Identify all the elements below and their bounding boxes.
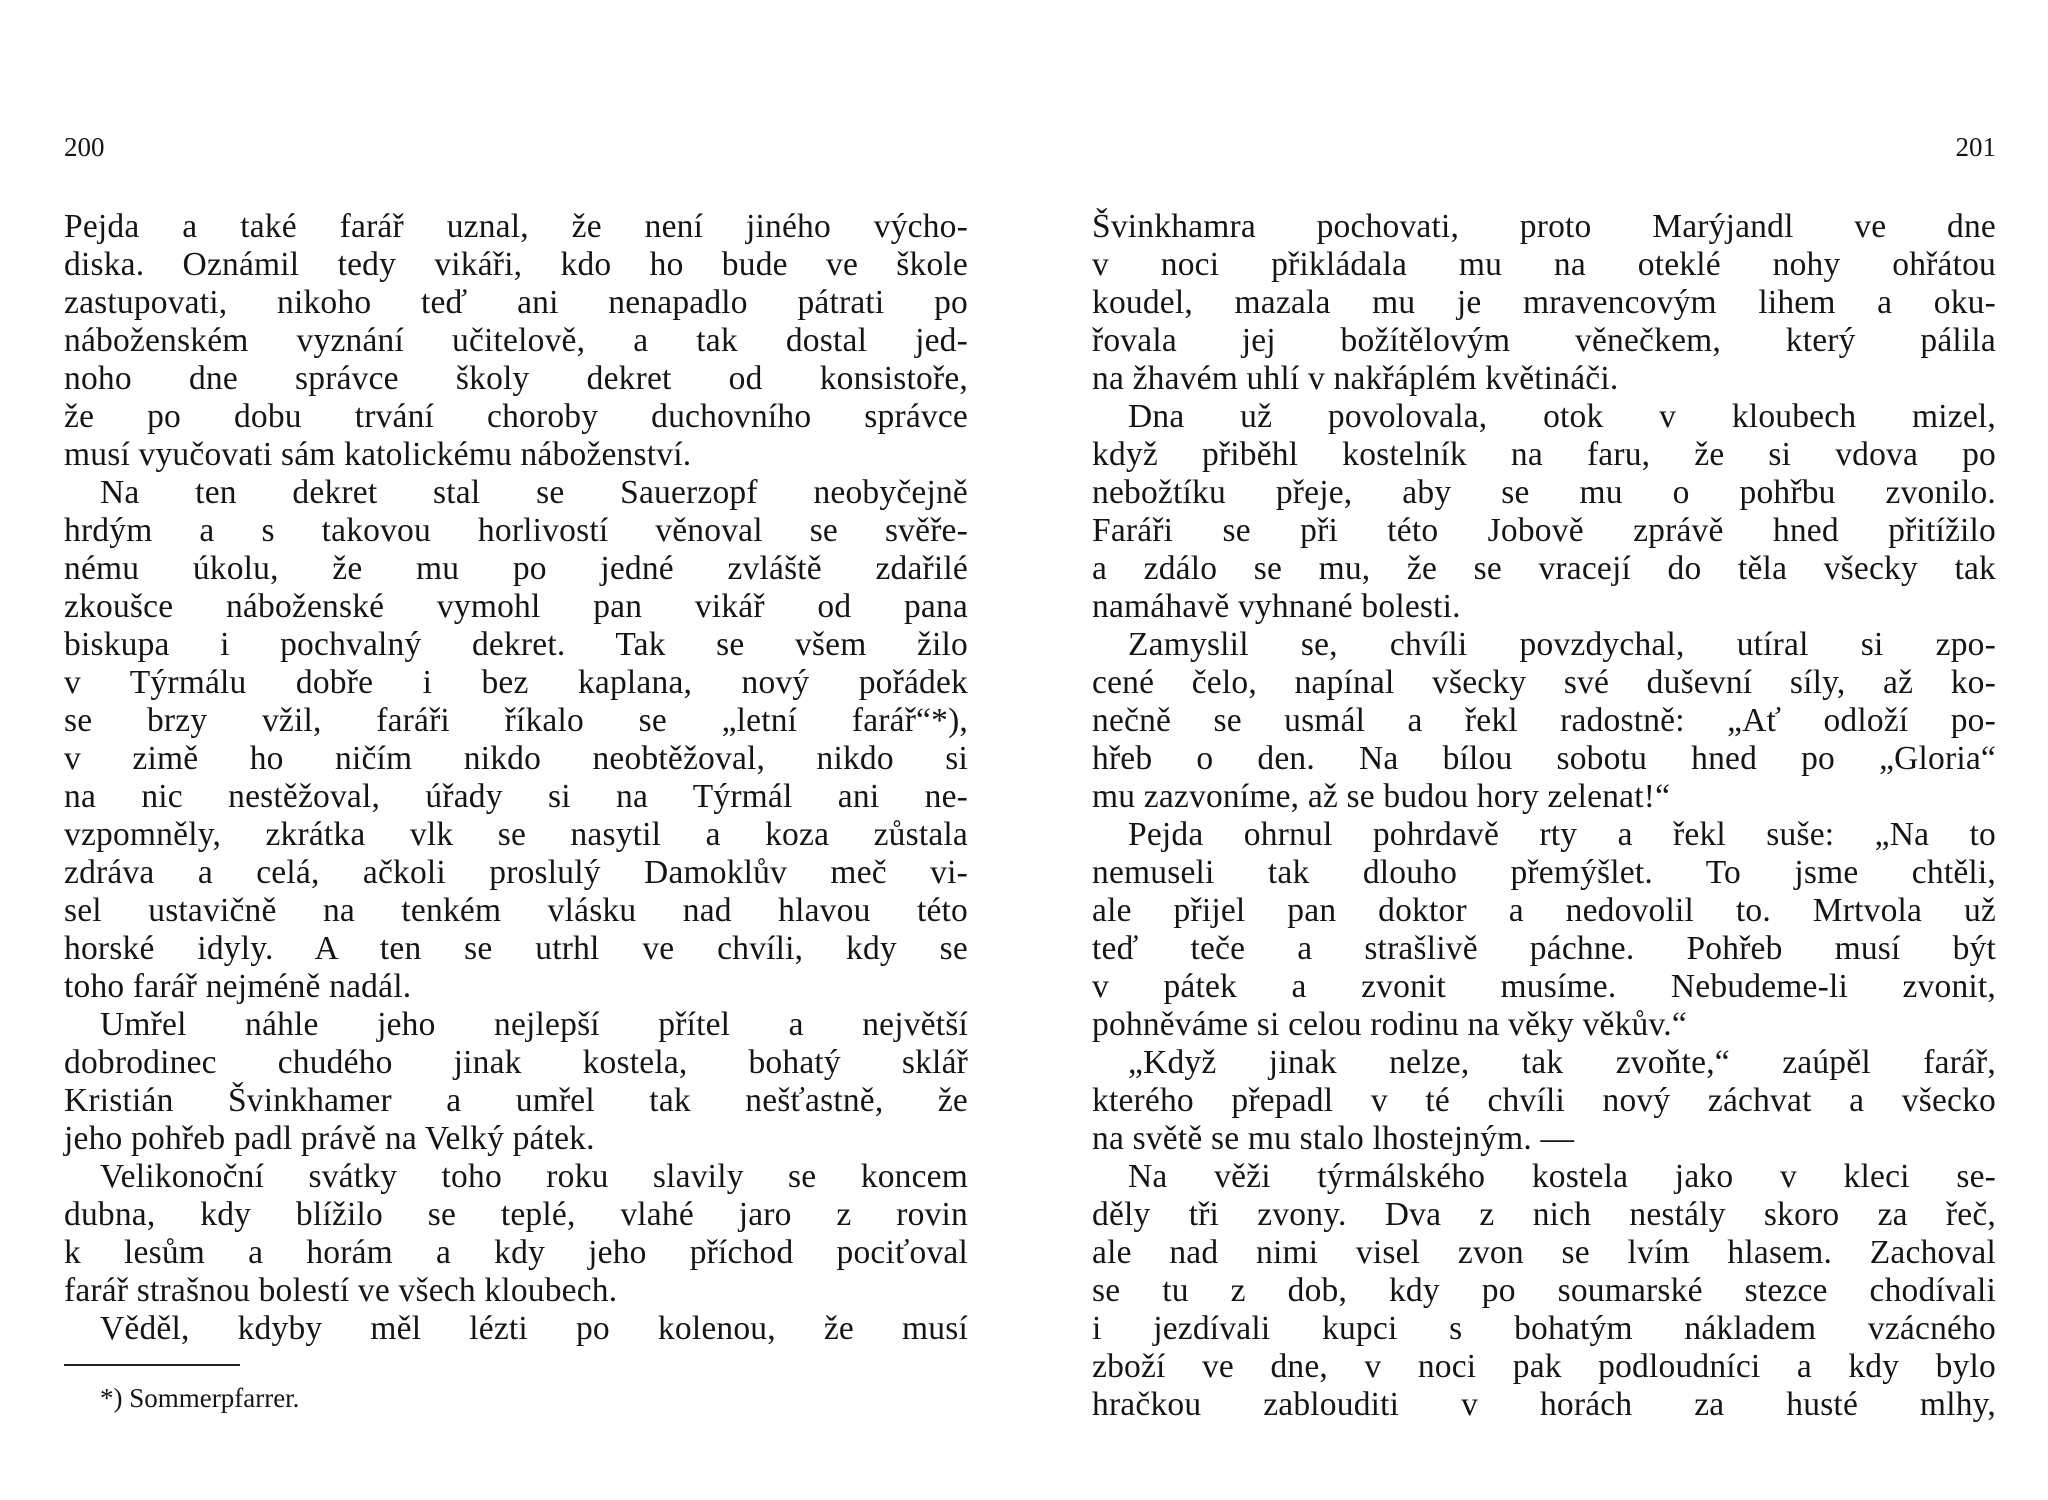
footnote-rule xyxy=(64,1364,240,1366)
text-line: zastupovati, nikoho teď ani nenapadlo pátrati po xyxy=(64,284,968,321)
text-line: i jezdívali kupci s bohatým nákladem vzácného xyxy=(1092,1310,1996,1347)
text-line: mu zazvoníme, až se budou hory zelenat!“ xyxy=(1092,778,1671,815)
text-line: řovala jej božítělovým věnečkem, který pálila xyxy=(1092,322,1996,359)
text-line: biskupa i pochvalný dekret. Tak se všem žilo xyxy=(64,626,968,663)
text-line: cené čelo, napínal všecky své duševní síly, až ko- xyxy=(1092,664,1996,701)
text-line: kterého přepadl v té chvíli nový záchvat a všecko xyxy=(1092,1082,1996,1119)
text-line: hračkou zablouditi v horách za husté mlhy, xyxy=(1092,1386,1996,1423)
text-line: vzpomněly, zkrátka vlk se nasytil a koza zůstala xyxy=(64,816,968,853)
text-line: na nic nestěžoval, úřady si na Týrmál ani ne- xyxy=(64,778,968,815)
footnote: *) Sommerpfarrer. xyxy=(100,1383,300,1413)
text-line: že po dobu trvání choroby duchovního správce xyxy=(64,398,968,435)
text-line: v noci přikládala mu na oteklé nohy ohřátou xyxy=(1092,246,1996,283)
text-line: noho dne správce školy dekret od konsistoře, xyxy=(64,360,968,397)
text-line: Velikonoční svátky toho roku slavily se koncem xyxy=(100,1158,968,1195)
text-line: dubna, kdy blížilo se teplé, vlahé jaro z rovin xyxy=(64,1196,968,1233)
left-page-text xyxy=(64,208,968,1348)
text-line: v zimě ho ničím nikdo neobtěžoval, nikdo si xyxy=(64,740,968,777)
text-line: Švinkhamra pochovati, proto Marýjandl ve dne xyxy=(1092,208,1996,245)
text-line: děly tři zvony. Dva z nich nestály skoro za řeč, xyxy=(1092,1196,1996,1233)
text-line: Věděl, kdyby měl lézti po kolenou, že musí xyxy=(100,1310,968,1347)
text-line: v Týrmálu dobře i bez kaplana, nový pořádek xyxy=(64,664,968,701)
text-line: Kristián Švinkhamer a umřel tak nešťastně, že xyxy=(64,1082,968,1119)
text-line: Umřel náhle jeho nejlepší přítel a největší xyxy=(100,1006,968,1043)
right-page xyxy=(1092,0,1996,1500)
text-line: teď teče a strašlivě páchne. Pohřeb musí být xyxy=(1092,930,1996,967)
text-line: na žhavém uhlí v nakřáplém květináči. xyxy=(1092,360,1619,397)
text-line: k lesům a horám a kdy jeho příchod pociťoval xyxy=(64,1234,968,1271)
page-number-right: 201 xyxy=(1955,132,1996,162)
text-line: Dna už povolovala, otok v kloubech mizel, xyxy=(1128,398,1996,435)
text-line: nečně se usmál a řekl radostně: „Ať odloží po- xyxy=(1092,702,1996,739)
text-line: Na věži týrmálského kostela jako v kleci se- xyxy=(1128,1158,1996,1195)
text-line: se brzy vžil, faráři říkalo se „letní farář“*), xyxy=(64,702,968,739)
text-line: Zamyslil se, chvíli povzdychal, utíral si zpo- xyxy=(1128,626,1996,663)
text-line: namáhavě vyhnané bolesti. xyxy=(1092,588,1461,625)
text-line: zkoušce náboženské vymohl pan vikář od pana xyxy=(64,588,968,625)
text-line: zboží ve dne, v noci pak podloudníci a kdy bylo xyxy=(1092,1348,1996,1385)
text-line: a zdálo se mu, že se vracejí do těla všecky tak xyxy=(1092,550,1996,587)
text-line: diska. Oznámil tedy vikáři, kdo ho bude ve škole xyxy=(64,246,968,283)
text-line: zdráva a celá, ačkoli proslulý Damoklův meč vi- xyxy=(64,854,968,891)
text-line: Faráři se při této Jobově zprávě hned přitížilo xyxy=(1092,512,1996,549)
text-line: toho farář nejméně nadál. xyxy=(64,968,412,1005)
text-line: nebožtíku přeje, aby se mu o pohřbu zvonilo. xyxy=(1092,474,1996,511)
text-line: se tu z dob, kdy po soumarské stezce chodívali xyxy=(1092,1272,1996,1309)
text-line: dobrodinec chudého jinak kostela, bohatý sklář xyxy=(64,1044,968,1081)
text-line: „Když jinak nelze, tak zvoňte,“ zaúpěl farář, xyxy=(1128,1044,1996,1081)
text-line: pohněváme si celou rodinu na věky věkův.“ xyxy=(1092,1006,1687,1043)
text-line: farář strašnou bolestí ve všech kloubech. xyxy=(64,1272,618,1309)
text-line: na světě se mu stalo lhostejným. — xyxy=(1092,1120,1575,1157)
right-page-text xyxy=(1092,208,1996,1424)
text-line: ale přijel pan doktor a nedovolil to. Mrtvola už xyxy=(1092,892,1996,929)
page-number-left: 200 xyxy=(64,132,105,162)
text-line: v pátek a zvonit musíme. Nebudeme-li zvonit, xyxy=(1092,968,1996,1005)
text-line: jeho pohřeb padl právě na Velký pátek. xyxy=(64,1120,595,1157)
text-line: Pejda a také farář uznal, že není jiného výcho- xyxy=(64,208,968,245)
text-line: ale nad nimi visel zvon se lvím hlasem. Zachoval xyxy=(1092,1234,1996,1271)
left-page xyxy=(64,0,968,1500)
text-line: horské idyly. A ten se utrhl ve chvíli, kdy se xyxy=(64,930,968,967)
text-line: hrdým a s takovou horlivostí věnoval se svěře- xyxy=(64,512,968,549)
text-line: když přiběhl kostelník na faru, že si vdova po xyxy=(1092,436,1996,473)
text-line: musí vyučovati sám katolickému náboženství. xyxy=(64,436,692,473)
text-line: koudel, mazala mu je mravencovým lihem a oku- xyxy=(1092,284,1996,321)
text-line: Pejda ohrnul pohrdavě rty a řekl suše: „Na to xyxy=(1128,816,1996,853)
text-line: Na ten dekret stal se Sauerzopf neobyčejně xyxy=(100,474,968,511)
text-line: nemuseli tak dlouho přemýšlet. To jsme chtěli, xyxy=(1092,854,1996,891)
text-line: sel ustavičně na tenkém vlásku nad hlavou této xyxy=(64,892,968,929)
text-line: nému úkolu, že mu po jedné zvláště zdařilé xyxy=(64,550,968,587)
text-line: hřeb o den. Na bílou sobotu hned po „Gloria“ xyxy=(1092,740,1996,777)
text-line: náboženském vyznání učitelově, a tak dostal jed- xyxy=(64,322,968,359)
